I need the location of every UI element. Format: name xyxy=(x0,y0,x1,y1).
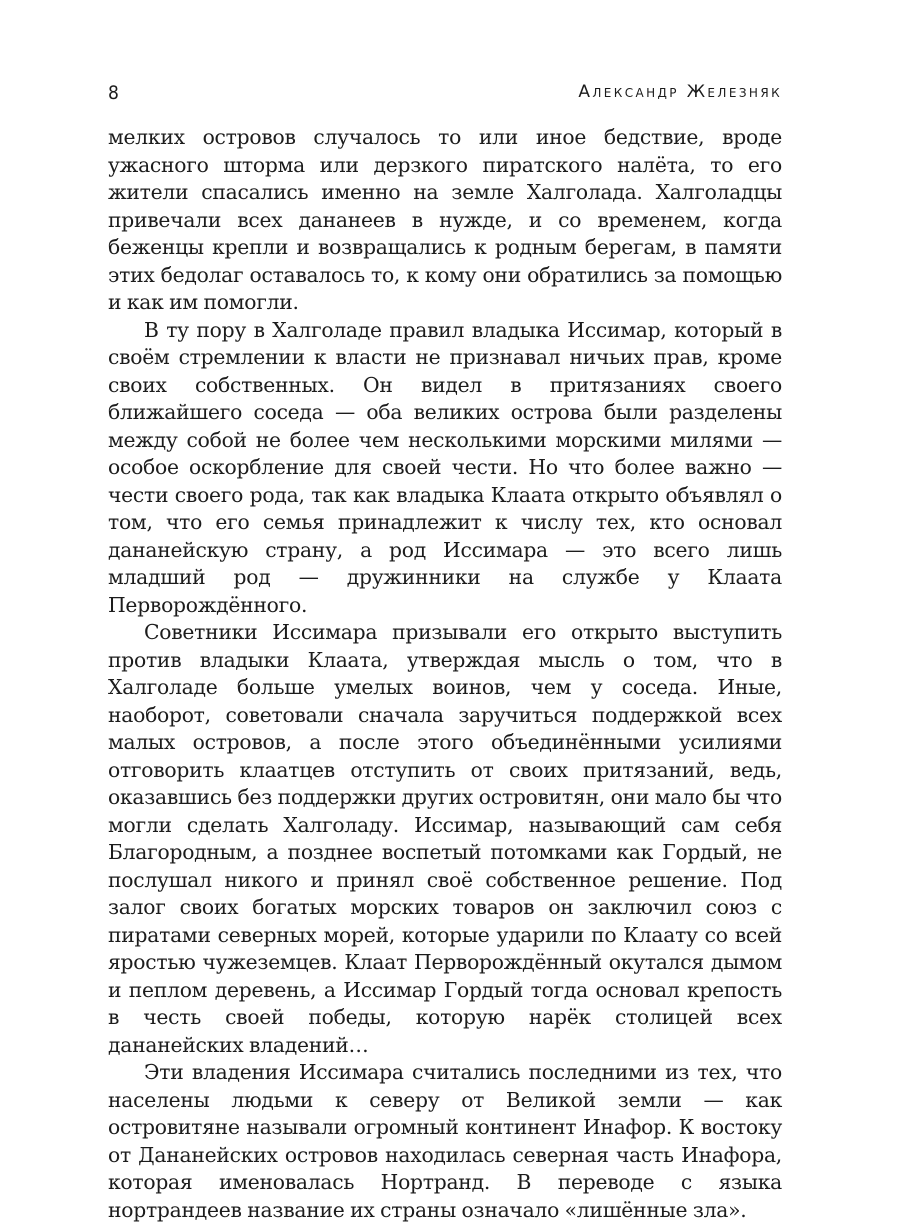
running-head-author: Александр Железняк xyxy=(578,82,782,102)
paragraph: мелких островов случалось то или иное бедствие, вроде ужасного шторма или дерзкого пиратского налёта, то его жители спасались именно на земле Халголада. Халголадцы привечали всех дананеев в нужде, и со временем, когда беженцы крепли и возвращались к родным берегам, в памяти этих бедолаг оставалось то, к кому они обратились за помощью и как им помогли. xyxy=(108,125,782,314)
page-header xyxy=(108,82,782,108)
paragraph: Эти владения Иссимара считались последними из тех, что населены людьми к северу от Великой земли — как островитяне называли огромный континент Инафор. К востоку от Дананейских островов находилась северная часть Инафора, которая именовалась Нортранд. В переводе с языка нортрандеев название их страны означало «лишённые зла». xyxy=(108,1060,782,1222)
page-number: 8 xyxy=(108,82,120,104)
paragraph: Советники Иссимара призывали его открыто выступить против владыки Клаата, утверждая мысль о том, что в Халголаде больше умелых воинов, чем у соседа. Иные, наоборот, советовали сначала заручиться поддержкой всех малых островов, а после этого объединёнными усилиями отговорить клаатцев отступить от своих притязаний, ведь, оказавшись без поддержки других островитян, они мало бы что могли сделать Халголаду. Иссимар, называющий сам себя Благородным, а позднее воспетый потомками как Гордый, не послушал никого и принял своё собственное решение. Под залог своих богатых морских товаров он заключил союз с пиратами северных морей, которые ударили по Клаату со всей яростью чужеземцев. Клаат Перворождённый окутался дымом и пеплом деревень, а Иссимар Гордый тогда основал крепость в честь своей победы, которую нарёк столицей всех дананейских владений… xyxy=(108,620,782,1057)
body-text xyxy=(108,124,782,1224)
paragraph: В ту пору в Халголаде правил владыка Иссимар, который в своём стремлении к власти не признавал ничьих прав, кроме своих собственных. Он видел в притязаниях своего ближайшего соседа — оба великих острова были разделены между собой не более чем несколькими морскими милями — особое оскорбление для своей чести. Но что более важно — чести своего рода, так как владыка Клаата открыто объявлял о том, что его семья принадлежит к числу тех, кто основал дананейскую страну, а род Иссимара — это всего лишь младший род — дружинники на службе у Клаата Перворождённого. xyxy=(108,317,782,617)
